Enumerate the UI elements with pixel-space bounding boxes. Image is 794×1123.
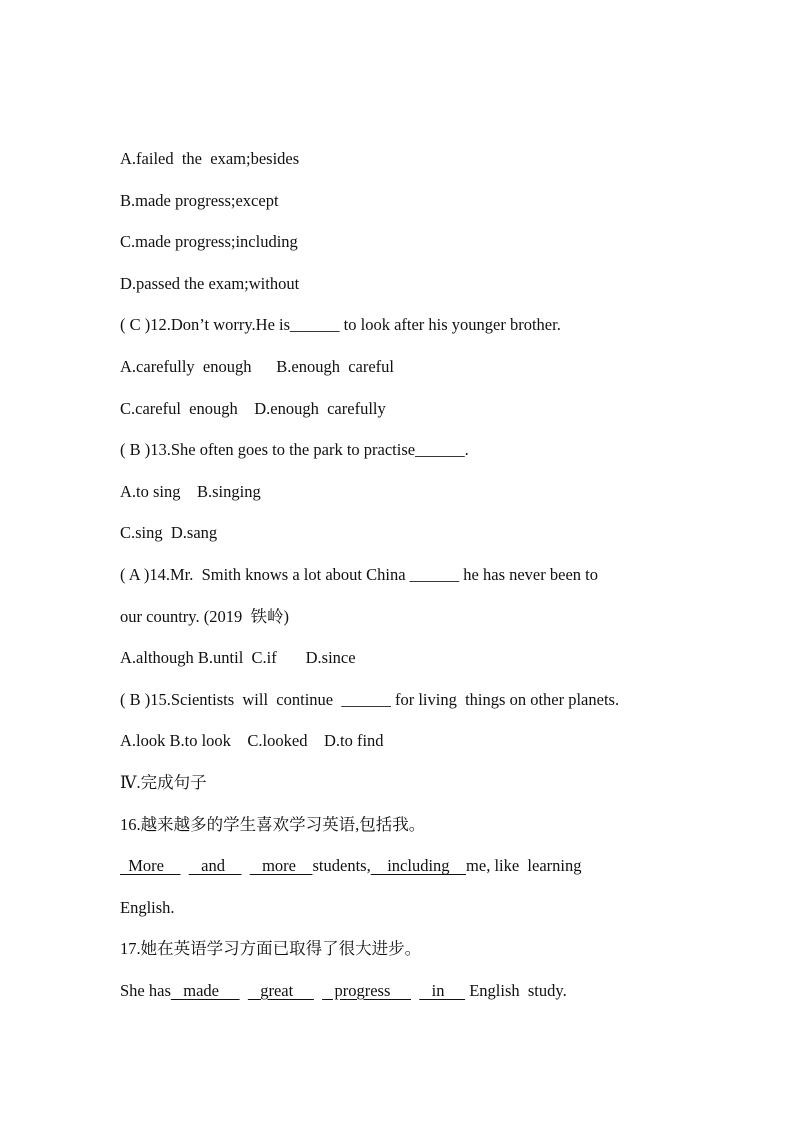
options-13-cd: C.sing D.sang xyxy=(120,523,218,543)
answer-blank: more xyxy=(249,856,313,876)
worksheet-page xyxy=(120,138,720,1011)
question-15: ( B )15.Scientists will continue ______ for living things on other planets. xyxy=(120,689,620,709)
answer-blank: great xyxy=(247,980,314,1000)
answer-blank: made xyxy=(170,980,240,1000)
section-heading: Ⅳ.完成句子 xyxy=(120,772,207,792)
blank-separator xyxy=(181,856,189,875)
answer-blank: More xyxy=(120,856,181,876)
question-14: ( A )14.Mr. Smith knows a lot about China ______ he has never been to xyxy=(120,564,598,584)
question-17-answer xyxy=(120,970,720,1012)
option-11c: C.made progress;including xyxy=(120,232,298,252)
answer-text: me, like learning xyxy=(466,856,582,876)
answer-text: English study. xyxy=(465,980,567,1000)
question-16-answer-continued: English. xyxy=(120,897,175,917)
question-12: ( C )12.Don’t worry.He is______ to look after his younger brother. xyxy=(120,315,561,335)
answer-blank: in xyxy=(419,980,466,1000)
options-14: A.although B.until C.if D.since xyxy=(120,648,356,668)
option-11b: B.made progress;except xyxy=(120,190,279,210)
options-12-cd: C.careful enough D.enough carefully xyxy=(120,398,386,418)
answer-text: students, xyxy=(312,856,371,876)
options-13-ab: A.to sing B.singing xyxy=(120,481,261,501)
option-11a: A.failed the exam;besides xyxy=(120,149,300,168)
options-15: A.look B.to look C.looked D.to find xyxy=(120,731,384,751)
blank-separator xyxy=(411,981,419,1000)
answer-text: She has xyxy=(120,980,171,1000)
blank-separator xyxy=(241,856,249,875)
blank-separator xyxy=(240,981,248,1000)
blank-separator xyxy=(314,981,322,1000)
question-16-answer xyxy=(120,845,720,887)
answer-blank: including xyxy=(370,856,467,876)
answer-blank: and xyxy=(188,856,242,876)
question-14-continued: our country. (2019 铁岭) xyxy=(120,606,289,626)
option-11d: D.passed the exam;without xyxy=(120,273,300,293)
question-17-prompt: 17.她在英语学习方面已取得了很大进步。 xyxy=(120,939,422,959)
options-12-ab: A.carefully enough B.enough careful xyxy=(120,356,394,376)
answer-blank: progress xyxy=(322,980,411,1000)
question-16-prompt: 16.越来越多的学生喜欢学习英语,包括我。 xyxy=(120,814,426,834)
question-13: ( B )13.She often goes to the park to practise______. xyxy=(120,440,469,460)
